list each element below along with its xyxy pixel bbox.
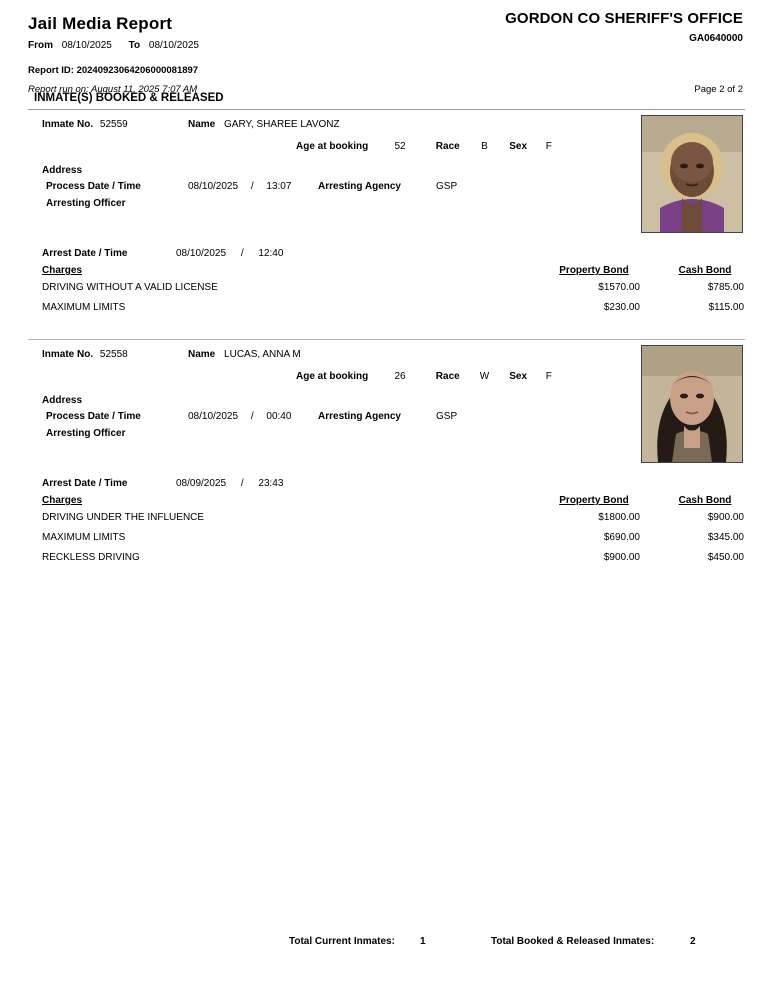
name-label: Name	[188, 119, 216, 130]
demographics-row	[296, 141, 568, 152]
arrest-datetime-label: Arrest Date / Time	[42, 478, 128, 489]
inmate-no-value: 52558	[99, 349, 128, 360]
arrest-time: 23:43	[258, 478, 284, 489]
from-label: From	[28, 40, 53, 51]
charge-cash-bond: $345.00	[707, 532, 744, 543]
arrest-slash: /	[240, 478, 244, 489]
demographics-row	[296, 371, 568, 382]
charge-row	[28, 532, 744, 552]
inmate-number-row	[42, 349, 128, 360]
sex-label: Sex	[509, 141, 528, 152]
age-label: Age at booking	[296, 371, 369, 382]
process-datetime-value	[188, 181, 291, 192]
total-booked-released-value: 2	[690, 936, 696, 947]
date-range	[28, 40, 743, 51]
report-id	[28, 65, 743, 76]
arrest-date: 08/10/2025	[176, 248, 227, 259]
age-label: Age at booking	[296, 141, 369, 152]
arresting-agency-value: GSP	[436, 181, 458, 192]
property-bond-header: Property Bond	[559, 495, 629, 506]
process-time: 00:40	[266, 411, 292, 422]
inmate-record	[28, 339, 745, 565]
charge-property-bond: $230.00	[603, 302, 640, 313]
inmate-mugshot	[641, 115, 743, 233]
cash-bond-header: Cash Bond	[678, 265, 732, 276]
office-title: GORDON CO SHERIFF'S OFFICE	[505, 10, 743, 27]
charge-cash-bond: $900.00	[707, 512, 744, 523]
charge-name: MAXIMUM LIMITS	[42, 302, 126, 313]
address-label: Address	[42, 165, 83, 176]
total-booked-released-label: Total Booked & Released Inmates:	[491, 936, 655, 947]
race-value: B	[481, 141, 488, 152]
process-date: 08/10/2025	[188, 181, 239, 192]
charge-row	[28, 282, 744, 302]
charge-name: MAXIMUM LIMITS	[42, 532, 126, 543]
report-id-label: Report ID:	[28, 65, 74, 76]
arresting-agency-label: Arresting Agency	[318, 181, 401, 192]
arresting-officer-label: Arresting Officer	[46, 198, 126, 209]
page-title: Jail Media Report	[28, 14, 173, 33]
charge-property-bond: $1800.00	[598, 512, 640, 523]
report-run-label: Report run on:	[28, 84, 89, 95]
agency-id: GA0640000	[689, 33, 743, 44]
address-label: Address	[42, 395, 83, 406]
race-value: W	[479, 371, 490, 382]
process-datetime-label: Process Date / Time	[46, 181, 141, 192]
charge-cash-bond: $450.00	[707, 552, 744, 563]
charge-list	[28, 512, 744, 572]
inmate-no-label: Inmate No.	[42, 349, 94, 360]
arresting-agency-label: Arresting Agency	[318, 411, 401, 422]
report-run-line	[28, 84, 743, 95]
inmate-name-row	[188, 349, 301, 360]
arrest-datetime-value	[176, 248, 283, 259]
from-value: 08/10/2025	[61, 40, 112, 51]
sex-label: Sex	[509, 371, 528, 382]
arrest-date: 08/09/2025	[176, 478, 227, 489]
charges-label: Charges	[42, 495, 83, 506]
name-value: GARY, SHAREE LAVONZ	[224, 119, 340, 130]
arrest-datetime-label: Arrest Date / Time	[42, 248, 128, 259]
charge-property-bond: $690.00	[603, 532, 640, 543]
process-time: 13:07	[266, 181, 292, 192]
total-current-inmates-label: Total Current Inmates:	[289, 936, 395, 947]
charge-row	[28, 512, 744, 532]
race-label: Race	[435, 141, 460, 152]
to-label: To	[128, 40, 141, 51]
charge-property-bond: $900.00	[603, 552, 640, 563]
charge-row	[28, 552, 744, 572]
booked-released-section	[0, 86, 773, 565]
report-id-value: 20240923064206000081897	[76, 65, 199, 76]
cash-bond-header: Cash Bond	[678, 495, 732, 506]
inmate-no-value: 52559	[99, 119, 128, 130]
charge-cash-bond: $785.00	[707, 282, 744, 293]
charge-name: DRIVING WITHOUT A VALID LICENSE	[42, 282, 218, 293]
report-run-value: August 11, 2025 7:07 AM	[91, 84, 198, 95]
inmate-record	[28, 110, 745, 335]
to-value: 08/10/2025	[148, 40, 199, 51]
inmate-number-row	[42, 119, 128, 130]
sex-value: F	[545, 141, 552, 152]
charge-cash-bond: $115.00	[708, 302, 744, 313]
process-slash: /	[250, 411, 254, 422]
section-title: INMATE(S) BOOKED & RELEASED	[28, 86, 745, 110]
arresting-agency-value: GSP	[436, 411, 458, 422]
page-number: Page 2 of 2	[694, 84, 743, 95]
process-datetime-label: Process Date / Time	[46, 411, 141, 422]
charges-label: Charges	[42, 265, 83, 276]
inmate-name-row	[188, 119, 340, 130]
name-label: Name	[188, 349, 216, 360]
total-current-inmates-value: 1	[420, 936, 426, 947]
process-datetime-value	[188, 411, 291, 422]
charge-row	[28, 302, 744, 322]
report-header	[0, 0, 773, 95]
name-value: LUCAS, ANNA M	[224, 349, 301, 360]
process-date: 08/10/2025	[188, 411, 239, 422]
age-value: 52	[394, 141, 406, 152]
arrest-datetime-value	[176, 478, 283, 489]
sex-value: F	[545, 371, 552, 382]
arrest-time: 12:40	[258, 248, 284, 259]
charge-name: RECKLESS DRIVING	[42, 552, 140, 563]
race-label: Race	[435, 371, 460, 382]
charge-name: DRIVING UNDER THE INFLUENCE	[42, 512, 205, 523]
age-value: 26	[394, 371, 406, 382]
arresting-officer-label: Arresting Officer	[46, 428, 126, 439]
charge-property-bond: $1570.00	[598, 282, 640, 293]
arrest-slash: /	[240, 248, 244, 259]
charge-list	[28, 282, 744, 322]
inmate-no-label: Inmate No.	[42, 119, 94, 130]
property-bond-header: Property Bond	[559, 265, 629, 276]
inmate-mugshot	[641, 345, 743, 463]
process-slash: /	[250, 181, 254, 192]
